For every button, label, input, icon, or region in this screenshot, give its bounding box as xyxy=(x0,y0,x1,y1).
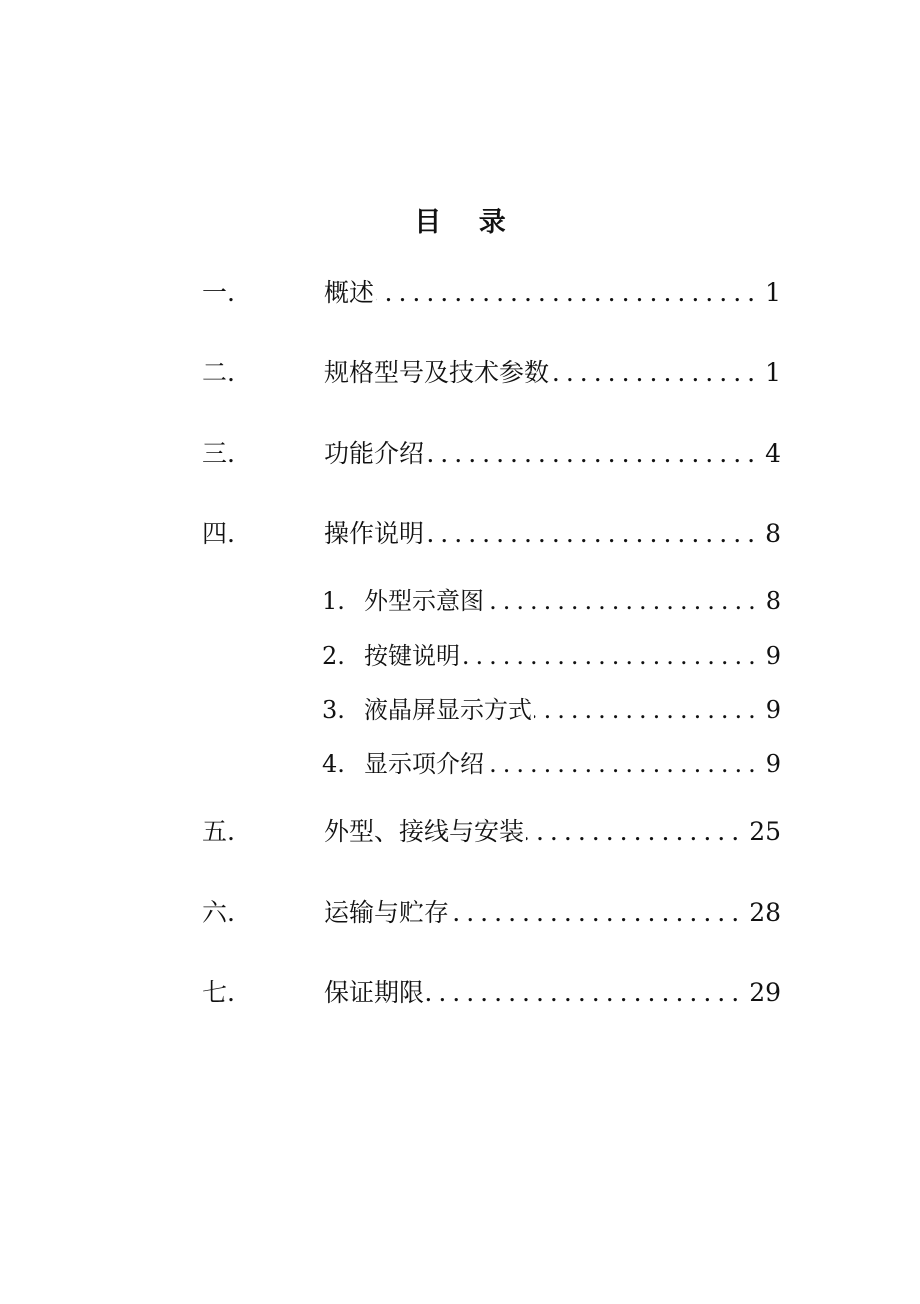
toc-entry-line xyxy=(324,434,781,474)
toc-page-number: 9 xyxy=(765,750,781,778)
toc-page-number: 4 xyxy=(765,439,781,468)
toc-entry-number: 二. xyxy=(202,358,235,387)
toc-entry-label: 规格型号及技术参数 xyxy=(324,358,550,387)
toc-entry-operation[interactable] xyxy=(0,514,920,554)
toc-entry-number: 六. xyxy=(202,898,235,927)
toc-dot-leader xyxy=(426,434,761,474)
toc-entry-number: 三. xyxy=(202,439,235,468)
toc-dot-leader xyxy=(426,973,745,1013)
toc-entry-label: 运输与贮存 xyxy=(324,898,450,927)
toc-page-number: 29 xyxy=(749,978,781,1007)
toc-page-number: 1 xyxy=(765,358,781,387)
toc-page-number: 25 xyxy=(749,817,781,846)
toc-entry-specifications[interactable] xyxy=(0,353,920,393)
toc-entry-warranty[interactable] xyxy=(0,973,920,1013)
toc-entry-label: 概述 xyxy=(324,278,375,307)
toc-entry-installation[interactable] xyxy=(0,812,920,852)
toc-entry-label: 液晶屏显示方式 xyxy=(364,696,532,724)
toc-entry-line xyxy=(324,514,781,554)
toc-entry-label: 功能介绍 xyxy=(324,439,425,468)
toc-dot-leader xyxy=(426,514,761,554)
toc-entry-label: 操作说明 xyxy=(324,519,425,548)
toc-entry-label: 外型、接线与安装 xyxy=(324,817,525,846)
toc-subentry-keys[interactable] xyxy=(0,636,920,676)
toc-entry-line xyxy=(324,812,781,852)
toc-subentry-lcd-display[interactable] xyxy=(0,690,920,730)
toc-entry-functions[interactable] xyxy=(0,434,920,474)
toc-page-number: 9 xyxy=(765,696,781,724)
toc-entry-number: 四. xyxy=(202,519,235,548)
toc-page-number: 8 xyxy=(765,519,781,548)
toc-entry-label: 保证期限 xyxy=(324,978,425,1007)
toc-entry-number: 七. xyxy=(202,978,235,1007)
toc-dot-leader xyxy=(486,581,762,621)
toc-entry-line xyxy=(322,581,781,621)
toc-page-number: 28 xyxy=(749,898,781,927)
toc-entry-line xyxy=(322,690,781,730)
toc-subentry-number: 2. xyxy=(322,642,345,670)
toc-entry-line xyxy=(324,353,781,393)
toc-entry-label: 显示项介绍 xyxy=(364,750,484,778)
toc-title: 目 录 xyxy=(414,207,520,238)
toc-subentry-number: 3. xyxy=(322,696,345,724)
toc-subentry-outline-diagram[interactable] xyxy=(0,581,920,621)
toc-entry-overview[interactable] xyxy=(0,273,920,313)
toc-entry-line xyxy=(322,744,781,784)
toc-page-number: 9 xyxy=(765,642,781,670)
toc-entry-number: 五. xyxy=(202,817,235,846)
toc-entry-line xyxy=(324,273,781,313)
toc-dot-leader xyxy=(551,353,761,393)
toc-entry-line xyxy=(322,636,781,676)
toc-dot-leader xyxy=(526,812,745,852)
toc-dot-leader xyxy=(376,273,761,313)
toc-entry-transport-storage[interactable] xyxy=(0,893,920,933)
toc-entry-label: 按键说明 xyxy=(364,642,460,670)
toc-dot-leader xyxy=(462,636,762,676)
toc-page-number: 8 xyxy=(765,587,781,615)
toc-entry-label: 外型示意图 xyxy=(364,587,484,615)
toc-dot-leader xyxy=(451,893,745,933)
toc-dot-leader xyxy=(534,690,762,730)
toc-page-number: 1 xyxy=(765,278,781,307)
toc-subentry-number: 1. xyxy=(322,587,345,615)
toc-subentry-display-items[interactable] xyxy=(0,744,920,784)
toc-entry-number: 一. xyxy=(202,278,235,307)
toc-entry-line xyxy=(324,893,781,933)
toc-entry-line xyxy=(324,973,781,1013)
toc-dot-leader xyxy=(486,744,762,784)
toc-subentry-number: 4. xyxy=(322,750,345,778)
